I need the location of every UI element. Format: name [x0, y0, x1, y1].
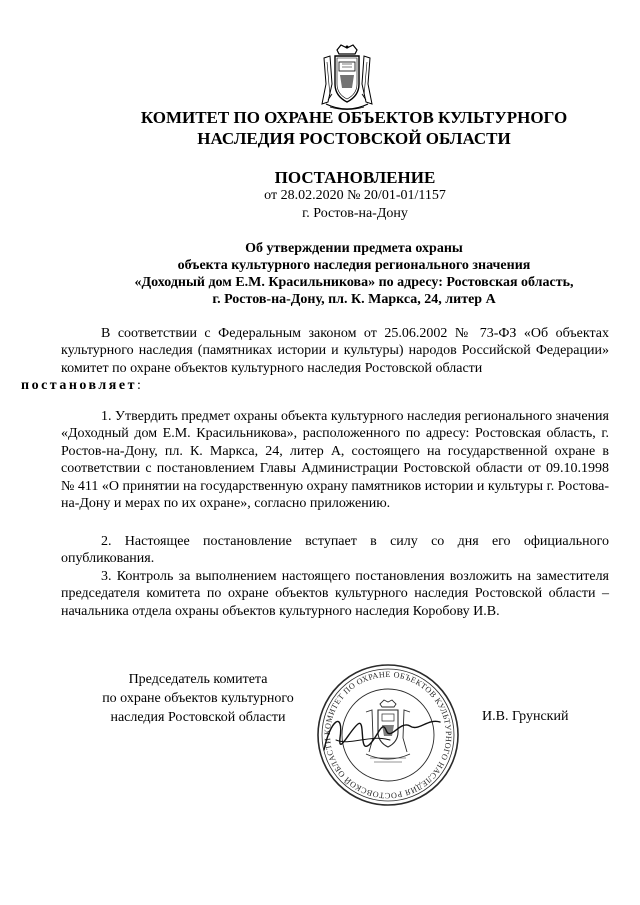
item-2-paragraph	[61, 533, 609, 568]
seal-emblem-icon	[366, 700, 410, 762]
official-seal-icon	[300, 660, 476, 810]
signer-name: И.В. Грунский	[482, 709, 569, 724]
signer-position-line3: наследия Ростовской области	[110, 710, 286, 725]
signer-position	[88, 670, 308, 727]
subject-line4: г. Ростов-на-Дону, пл. К. Маркса, 24, литер А	[212, 292, 496, 307]
item-1-paragraph	[61, 408, 609, 512]
handwritten-signature	[324, 721, 440, 750]
signer-position-line1: Председатель комитета	[128, 672, 268, 687]
item-2-text: 2. Настоящее постановление вступает в силу со дня его официального опубликования.	[61, 534, 609, 567]
item-1-text: 1. Утвердить предмет охраны объекта культурного наследия регионального значения «Доходный дом Е.М. Красильникова», расположенного по адресу: Ростовская область, г. Ростов-на-Дону, пл. К. Маркса, 24, литер А, состоящего на государственной охране в соответствии с постановлением Главы Администрации Ростовской области от 09.10.1998 № 411 «О принятии на государственную охрану памятников истории и культуры г. Ростова-на-Дону и мерах по их охране», согласно приложению.	[61, 409, 609, 512]
item-3-paragraph	[61, 568, 609, 620]
committee-name	[100, 107, 608, 149]
committee-name-line1: КОМИТЕТ ПО ОХРАНЕ ОБЪЕКТОВ КУЛЬТУРНОГО	[140, 108, 568, 127]
resolves-colon: :	[136, 378, 141, 394]
item-3-text: 3. Контроль за выполнением настоящего постановления возложить на заместителя председателя комитета по охране объектов культурного наследия Ростовской области – начальника отдела охраны объектов культурного наследия Коробову И.В.	[61, 569, 609, 619]
decree-title: ПОСТАНОВЛЕНИЕ	[274, 168, 436, 187]
decree-city: г. Ростов-на-Дону	[302, 206, 408, 221]
seal-outer-text: КОМИТЕТ ПО ОХРАНЕ ОБЪЕКТОВ КУЛЬТУРНОГО НАСЛЕДИЯ РОСТОВСКОЙ ОБЛАСТИ	[322, 669, 454, 801]
coat-of-arms-icon	[318, 44, 376, 114]
signer-position-line2: по охране объектов культурного	[102, 691, 294, 706]
committee-name-line2: НАСЛЕДИЯ РОСТОВСКОЙ ОБЛАСТИ	[197, 129, 511, 148]
subject-line1: Об утверждении предмета охраны	[245, 241, 463, 256]
preamble-paragraph	[21, 325, 609, 395]
preamble-text: В соответствии с Федеральным законом от 25.06.2002 № 73-ФЗ «Об объектах культурного наследия (памятниках истории и культуры) народов Российской Федерации» комитет по охране объектов культурного наследия Ростовской области	[61, 326, 609, 376]
resolves-word: постановляет	[21, 378, 137, 394]
subject-line2: объекта культурного наследия регионального значения	[177, 258, 531, 273]
decree-subject	[80, 240, 628, 308]
subject-line3: «Доходный дом Е.М. Красильникова» по адресу: Ростовская область,	[134, 275, 574, 290]
decree-date-number: от 28.02.2020 № 20/01-01/1157	[264, 188, 446, 203]
